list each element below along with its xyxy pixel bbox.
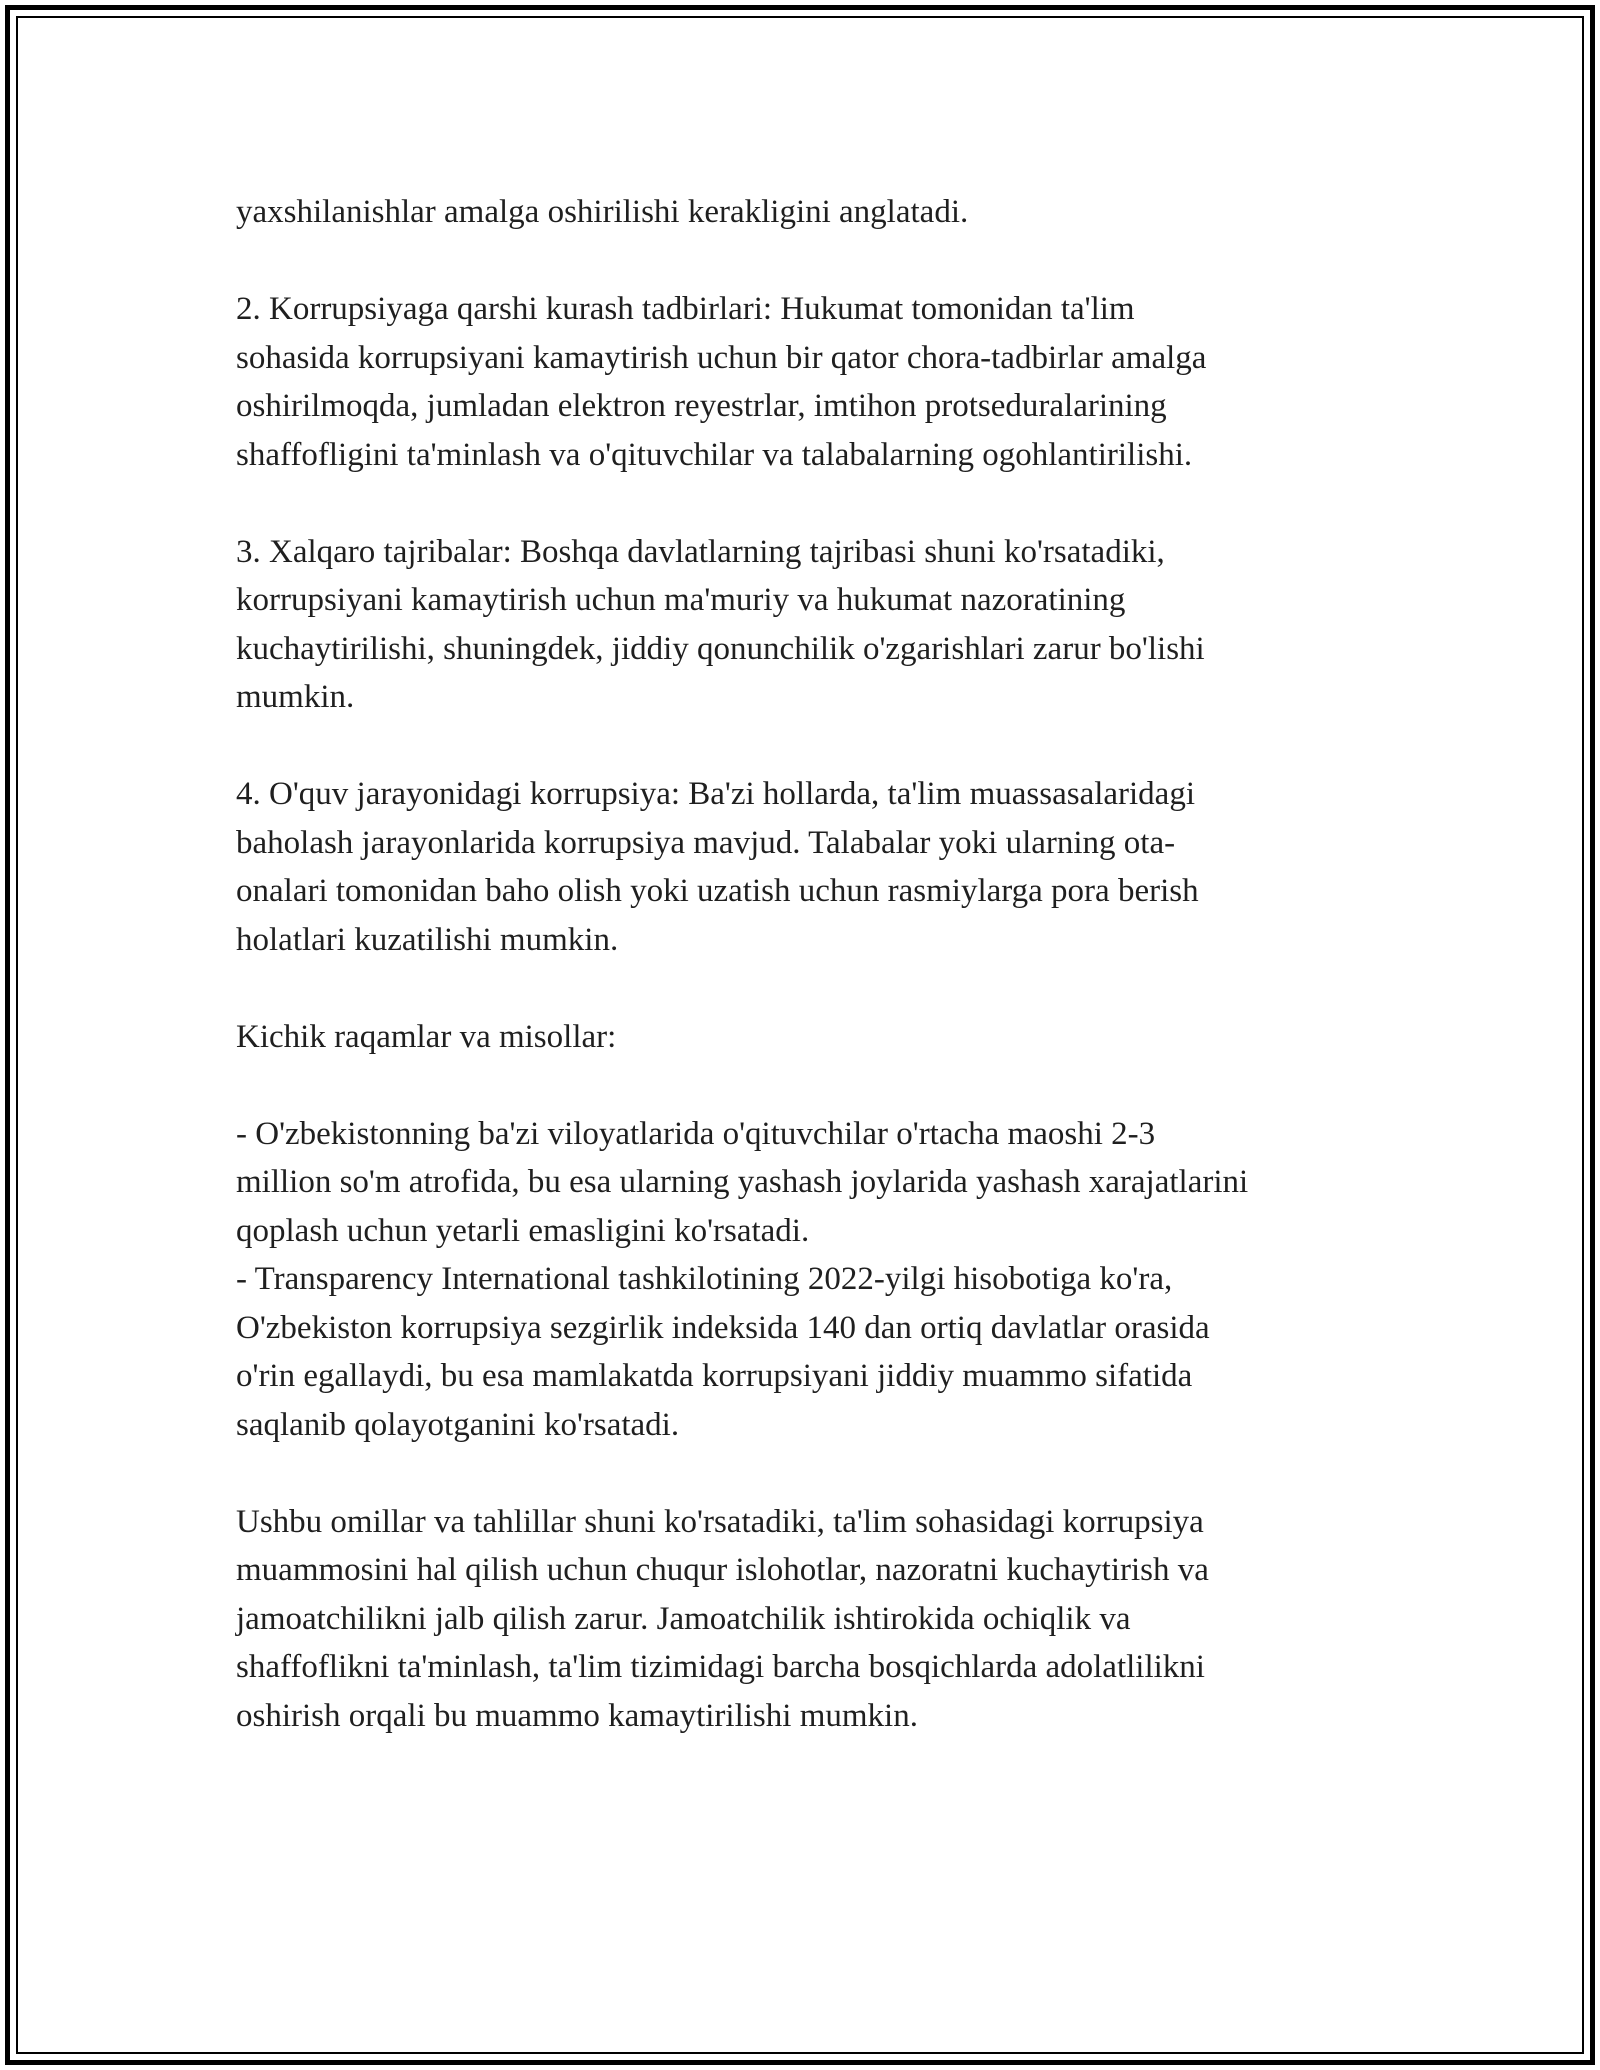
section-heading-examples: [236, 1013, 1406, 1062]
text-line: - O'zbekistonning ba'zi viloyatlarida o'qituvchilar o'rtacha maoshi 2-3: [236, 1115, 1156, 1152]
text-line: oshirish orqali bu muammo kamaytirilishi mumkin.: [236, 1697, 918, 1734]
text-line: Ushbu omillar va tahlillar shuni ko'rsatadiki, ta'lim sohasidagi korrupsiya: [236, 1503, 1204, 1540]
text-line: mumkin.: [236, 679, 355, 715]
text-line: sohasida korrupsiyani kamaytirish uchun bir qator chora-tadbirlar amalga: [236, 339, 1207, 376]
text-line: kuchaytirilishi, shuningdek, jiddiy qonunchilik o'zgarishlari zarur bo'lishi: [236, 630, 1205, 667]
text-line: yaxshilanishlar amalga oshirilishi kerakligini anglatadi.: [236, 194, 969, 230]
paragraph-examples-list: [236, 1110, 1406, 1450]
text-line: o'rin egallaydi, bu esa mamlakatda korrupsiyani jiddiy muammo sifatida: [236, 1358, 1193, 1394]
text-line: 4. O'quv jarayonidagi korrupsiya: Ba'zi hollarda, ta'lim muassasalaridagi: [236, 776, 1195, 812]
text-line: million so'm atrofida, bu esa ularning yashash joylarida yashash xarajatlarini: [236, 1164, 1249, 1200]
document-body: [236, 188, 1406, 1740]
text-line: qoplash uchun yetarli emasligini ko'rsatadi.: [236, 1212, 810, 1249]
paragraph-anti-corruption-measures: [236, 285, 1406, 479]
text-line: O'zbekiston korrupsiya sezgirlik indeksida 140 dan ortiq davlatlar orasida: [236, 1309, 1210, 1346]
text-line: muammosini hal qilish uchun chuqur islohotlar, nazoratni kuchaytirish va: [236, 1552, 1209, 1588]
text-line: 2. Korrupsiyaga qarshi kurash tadbirlari: Hukumat tomonidan ta'lim: [236, 291, 1135, 327]
paragraph-international-experience: [236, 528, 1406, 722]
text-line: holatlari kuzatilishi mumkin.: [236, 921, 619, 958]
text-line: Kichik raqamlar va misollar:: [236, 1018, 617, 1055]
text-line: korrupsiyani kamaytirish uchun ma'muriy va hukumat nazoratining: [236, 582, 1126, 618]
text-line: shaffofligini ta'minlash va o'qituvchilar va talabalarning ogohlantirilishi.: [236, 436, 1193, 473]
paragraph-continuation: [236, 188, 1406, 237]
text-line: jamoatchilikni jalb qilish zarur. Jamoatchilik ishtirokida ochiqlik va: [236, 1600, 1131, 1637]
paragraph-learning-process: [236, 770, 1406, 964]
text-line: onalari tomonidan baho olish yoki uzatish uchun rasmiylarga pora berish: [236, 873, 1199, 909]
paragraph-conclusion: [236, 1498, 1406, 1741]
text-line: shaffoflikni ta'minlash, ta'lim tizimidagi barcha bosqichlarda adolatlilikni: [236, 1649, 1205, 1685]
text-line: oshirilmoqda, jumladan elektron reyestrlar, imtihon protseduralarining: [236, 388, 1167, 424]
text-line: 3. Xalqaro tajribalar: Boshqa davlatlarning tajribasi shuni ko'rsatadiki,: [236, 533, 1165, 570]
text-line: - Transparency International tashkilotining 2022-yilgi hisobotiga ko'ra,: [236, 1261, 1173, 1297]
text-line: saqlanib qolayotganini ko'rsatadi.: [236, 1406, 680, 1443]
text-line: baholash jarayonlarida korrupsiya mavjud. Talabalar yoki ularning ota-: [236, 824, 1176, 861]
